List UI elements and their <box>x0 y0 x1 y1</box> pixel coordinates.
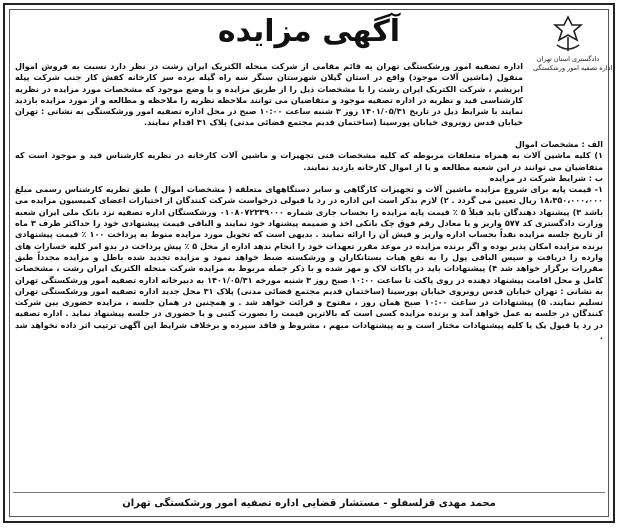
notice-title: آگهی مزایده <box>217 14 401 49</box>
section-a-title: الف : مشخصات اموال <box>514 139 603 149</box>
intro-paragraph: اداره تصفیه امور ورشکستگی تهران به قائم مقامی از شرکت منحله الکتریک ایران رشت در نظر دارد نسبت به فروش اموال منقول (ماشین آلات موجود) واقع در استان گیلان شهرستان سنگر سه راه گیله برده سر کارخانه کفش کار جنب شرکت پیله ابریشم ، شرکت الکتریک ایران رشت را با مشخصات ذیل را از طریق مزایده و با وضع موجود که مشخصات مورد مزایده در نظریه کارشناسی قید و نظریه در اداره تصفیه موجود و متقاضیان می توانند ملاحظه نظریه را ملاحظه و مطالعه و از مورد مزایده بازدید نمایند با شرایط ذیل در تاریخ ۱۴۰۱/۰۵/۳۱ روز ۳ شنبه ساعت ۱۰:۰۰ صبح در محل اداره تصفیه امور ورشکستگی به نشانی : تهران خیابان قدس روبروی خیابان پورسینا (ساختمان قدیم مجتمع قضائی مدنی) پلاک ۳۱ اقدام نمایند. <box>15 61 523 128</box>
emblem-line-2: اداره تصفیه امور ورشکستگی <box>533 64 613 72</box>
notice-body <box>15 139 603 479</box>
signature-line: محمد مهدی قزلسفلو - مستشار قضایی اداره تصفیه امور ورشکستگی تهران <box>122 498 496 509</box>
signature-divider <box>13 492 605 493</box>
section-b-text: ۱- قیمت پایه برای شروع مزایده ماشین آلات و تجهیزات کارگاهی و سایر دستگاههای متعلقه ( مشخصات اموال ) طبق نظریه کارشناس رسمی مبلغ ۱۸،۳۵۰،۰۰۰،۰۰۰ ریال تعیین می گردد . ۲) لازم بذکر است این اداره در رد یا قبولی درخواست شرکت کنندگان از اختیارات اعضای کمیسیون مزایده می باشد ۳) پیشنهاد دهندگان باید قبلاً ۵ ٪ قیمت پایه مزایده را بحساب جاری شماره ۰۱۰۸۰۷۲۳۳۹۰۰۰ ورشکستگان اداره تصفیه نزد بانک ملی ایران شعبه وزارت دادگستری کد ۵۷۷ واریز و یا معادل رقم فوق چک بانکی اخذ و ضمیمه پیشنهاد خود نمایند و الباقی قیمت پیشنهادی خود را حداکثر ظرف ۳ ماه از تاریخ جلسه مزایده نقداً بحساب اداره واریز و فیش آن را ارائه نمایند . بدیهی است که تحویل مورد مزایده منوط به پرداخت ۱۰۰ ٪ قیمت پیشنهادی برنده مزایده امکان پذیر بوده و اگر برنده مزایده در موعد مقرر تعهدات خود را انجام ندهد اداره از محل ۵ ٪ پیش پرداخت در بدو امر کلیه خسارات های وارده را دریافت و سپس الباقی پول را به نفع هیات بستانکاران و ورشکسته ضبط خواهد نمود و مزایده تجدید شده باطل و مزایده مجدداً طبق مقررات برگزار خواهد شد ۴) پیشنهادات باید در پاکات لاک و مهر شده و با ذکر جمله مربوط به مزایده شرکت منحله الکتریک ایران رشت ، مشخصات کامل و محل اقامت پیشنهاد دهنده در روی پاکت تا ساعت ۱۰:۰۰ صبح روز ۳ شنبه مورخه ۱۴۰۱/۰۵/۳۱ به دبیرخانه اداره تصفیه امور ورشکستگی تهران به نشانی : تهران خیابان قدس روبروی خیابان پورسینا (ساختمان قدیم مجتمع قضائی مدنی) پلاک ۳۱ محل جدید اداره تصفیه امور ورشکستگی تهران تسلیم نمایند. ۵) پیشنهادات در ساعت ۱۰:۰۰ صبح همان روز ، مفتوح و قرائت خواهد شد . و همچنین در همان جلسه ، مزایده حضوری بین شرکت کنندگان در جلسه به عمل خواهد آمد و برنده مزایده کسی است که بالاترین قیمت را بصورت کتبی و یا حضوری در جلسه پیشنهاد نماید . اداره تصفیه در رد یا قبول یک یا کلیه پیشنهادات مختار است و به پیشنهادات مبهم ، مشروط و فاقد سپرده و برخلاف شرایط این آگهی ترتیب اثر داده نخواهد شد . <box>15 184 603 342</box>
section-a-text: ۱) کلیه ماشین آلات به همراه متعلقات مربوطه که کلیه مشخصات فنی تجهیزات و ماشین آلات کارخانه در نظریه کارشناس قید و موجود است که متقاضیان می توانند در این شعبه مطالعه و یا از اموال کارخانه بازدید نمایند. <box>15 150 603 172</box>
section-b-title: ب : شرایط شرکت در مزایده <box>489 172 603 183</box>
auction-notice <box>3 3 615 523</box>
emblem-line-1: دادگستری استان تهران <box>536 55 600 63</box>
